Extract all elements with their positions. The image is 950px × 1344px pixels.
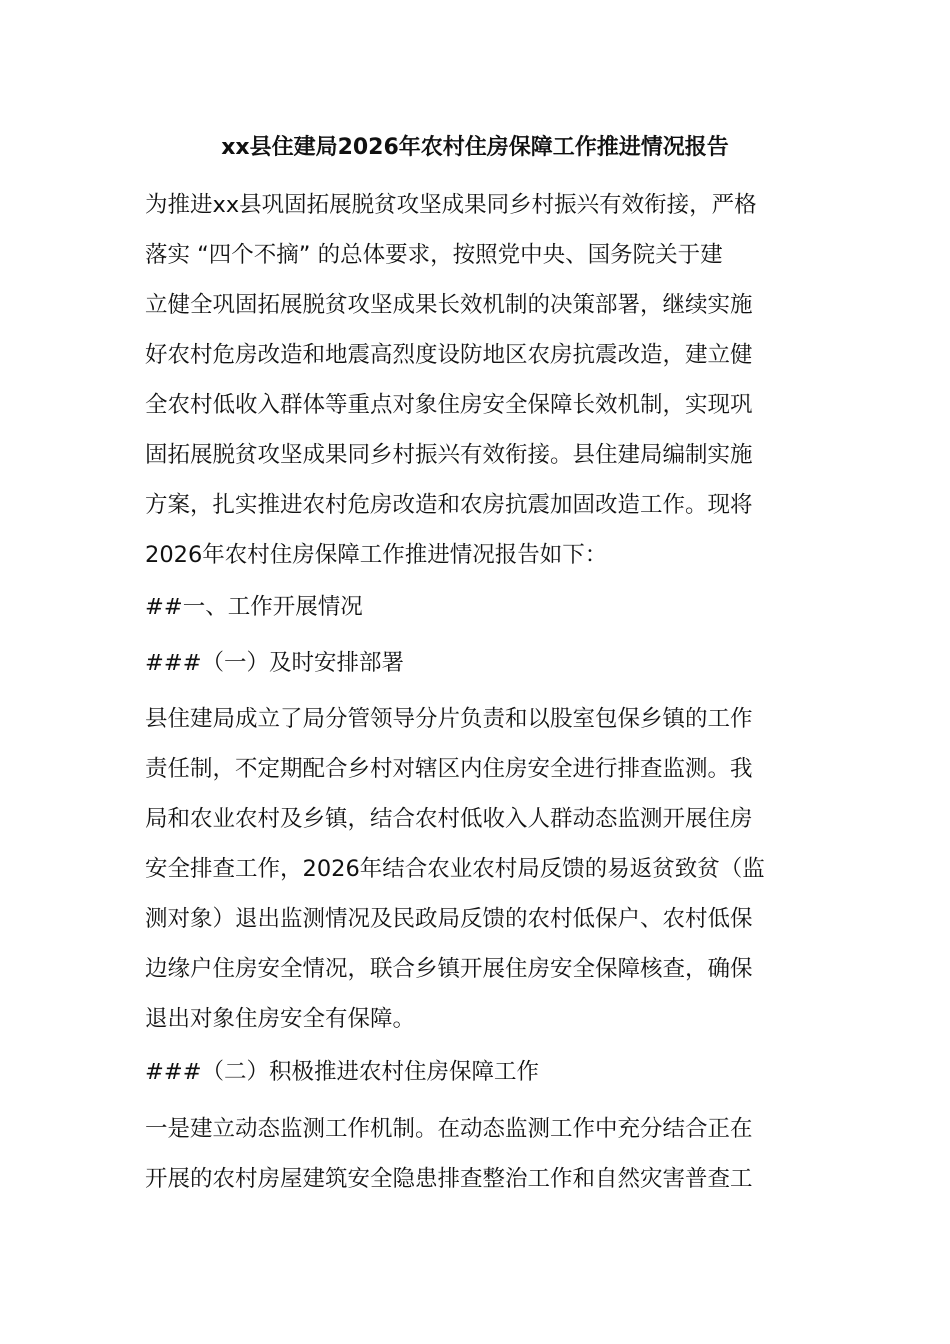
paragraph-line: 为推进xx县巩固拓展脱贫攻坚成果同乡村振兴有效衔接，严格 <box>145 192 757 218</box>
paragraph-line: 立健全巩固拓展脱贫攻坚成果长效机制的决策部署，继续实施 <box>145 292 753 318</box>
paragraph-line: 测对象）退出监测情况及民政局反馈的农村低保户、农村低保 <box>145 906 753 932</box>
paragraph-line: 边缘户住房安全情况，联合乡镇开展住房安全保障核查，确保 <box>145 956 753 982</box>
paragraph-line: 落实 “四个不摘” 的总体要求，按照党中央、国务院关于建 <box>145 242 723 268</box>
section-heading: ##一、工作开展情况 <box>145 594 363 620</box>
subsection2-paragraph <box>145 1104 815 1204</box>
paragraph-line: 一是建立动态监测工作机制。在动态监测工作中充分结合正在 <box>145 1116 753 1142</box>
paragraph-line: 责任制，不定期配合乡村对辖区内住房安全进行排查监测。我 <box>145 756 753 782</box>
paragraph-line: 退出对象住房安全有保障。 <box>145 1006 416 1032</box>
paragraph-line: 方案，扎实推进农村危房改造和农房抗震加固改造工作。现将 <box>145 492 753 518</box>
paragraph-line: 好农村危房改造和地震高烈度设防地区农房抗震改造，建立健 <box>145 342 753 368</box>
intro-paragraph <box>145 180 815 580</box>
subsection-heading: ###（一）及时安排部署 <box>145 650 405 676</box>
paragraph-line: 县住建局成立了局分管领导分片负责和以股室包保乡镇的工作 <box>145 706 753 732</box>
paragraph-line: 全农村低收入群体等重点对象住房安全保障长效机制，实现巩 <box>145 392 753 418</box>
paragraph-line: 2026年农村住房保障工作推进情况报告如下： <box>145 542 608 568</box>
subsection1-paragraph <box>145 694 815 1044</box>
paragraph-line: 安全排查工作，2026年结合农业农村局反馈的易返贫致贫（监 <box>145 856 765 882</box>
paragraph-line: 局和农业农村及乡镇，结合农村低收入人群动态监测开展住房 <box>145 806 753 832</box>
paragraph-line: 固拓展脱贫攻坚成果同乡村振兴有效衔接。县住建局编制实施 <box>145 442 753 468</box>
paragraph-line: 开展的农村房屋建筑安全隐患排查整治工作和自然灾害普查工 <box>145 1166 753 1192</box>
document-title: xx县住建局2026年农村住房保障工作推进情况报告 <box>221 135 729 160</box>
subsection-heading: ###（二）积极推进农村住房保障工作 <box>145 1059 540 1085</box>
